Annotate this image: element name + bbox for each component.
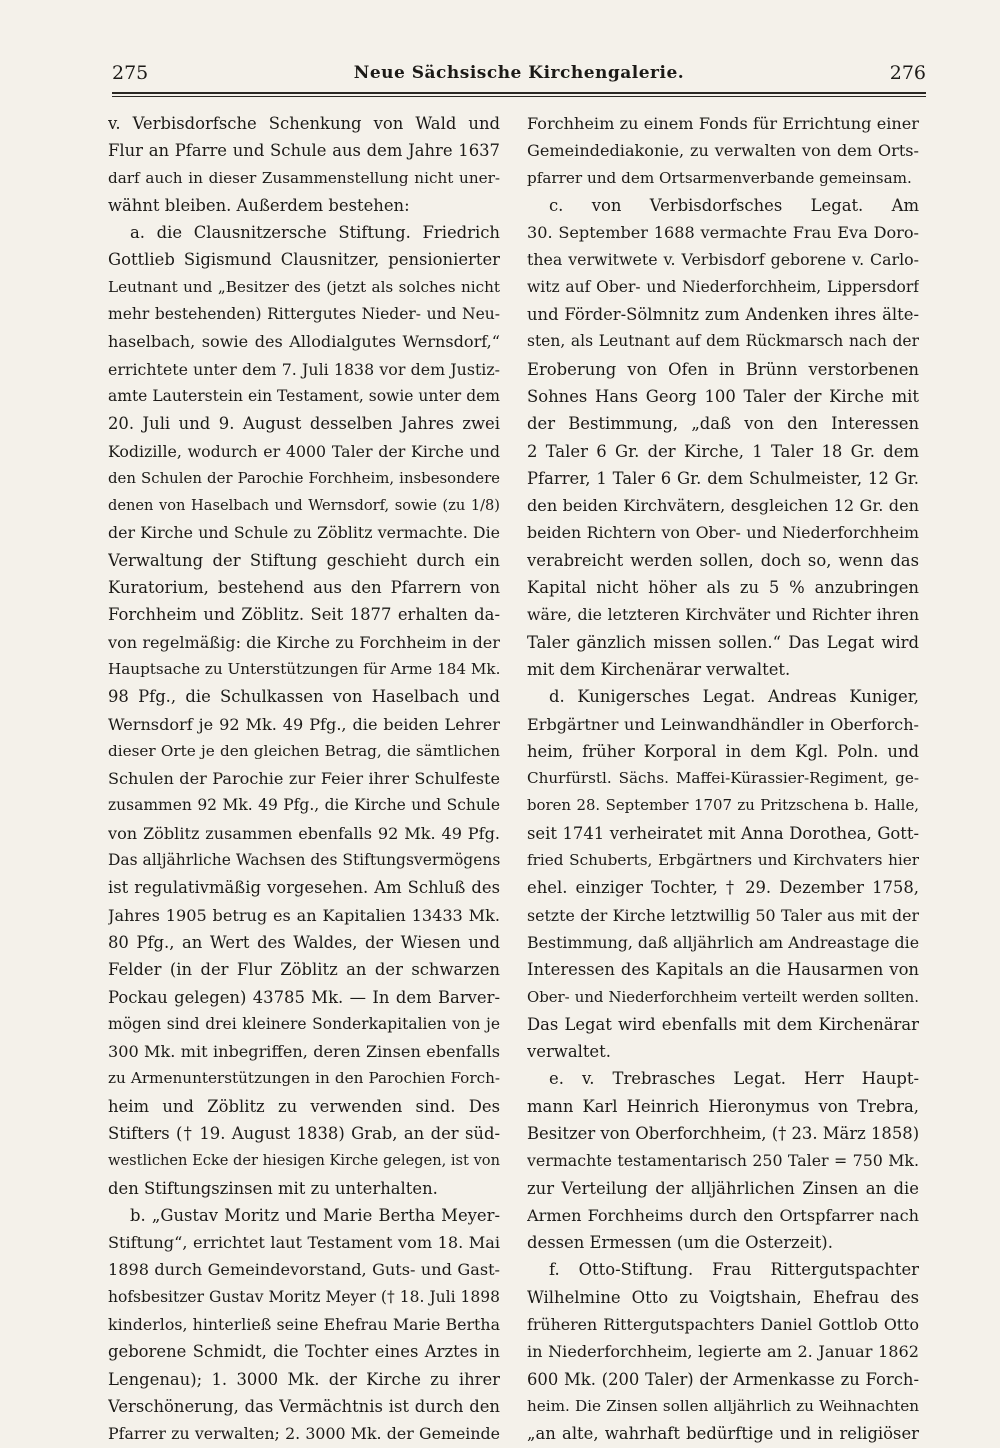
right-column-text-line: Bestimmung, daß alljährlich am Andreastage die bbox=[527, 932, 919, 952]
right-column-text-line: wäre, die letzteren Kirchväter und Richter ihren bbox=[527, 605, 919, 625]
left-column-text-line: 80 Pfg., an Wert des Waldes, der Wiesen und bbox=[108, 932, 500, 952]
right-column-text-line: 600 Mk. (200 Taler) der Armenkasse zu Forch- bbox=[527, 1369, 919, 1389]
right-column-text-line: Wilhelmine Otto zu Voigtshain, Ehefrau des bbox=[527, 1287, 919, 1307]
left-column-text-line: mögen sind drei kleinere Sonderkapitalien von je bbox=[108, 1014, 500, 1033]
left-column-text-line: Flur an Pfarre und Schule aus dem Jahre 1637 bbox=[108, 141, 500, 161]
left-column-text-line: 1898 durch Gemeindevorstand, Guts- und Gast- bbox=[108, 1260, 500, 1280]
left-column-text-line: den Schulen der Parochie Forchheim, insbesondere bbox=[108, 468, 500, 487]
right-column-text-line: Gemeindediakonie, zu verwalten von dem Orts- bbox=[527, 141, 919, 161]
right-column-text-line: und Förder-Sölmnitz zum Andenken ihres älte- bbox=[527, 305, 919, 325]
right-column bbox=[527, 110, 919, 1448]
right-column-text-line: in Niederforchheim, legierte am 2. Januar 1862 bbox=[527, 1342, 919, 1362]
left-column-text-line: Kuratorium, bestehend aus den Pfarrern von bbox=[108, 578, 500, 598]
right-column-text-line: mann Karl Heinrich Hieronymus von Trebra, bbox=[527, 1096, 919, 1116]
left-column-text-line: Verschönerung, das Vermächtnis ist durch den bbox=[108, 1396, 500, 1416]
right-column-text-line: f. Otto-Stiftung. Frau Rittergutspachter bbox=[549, 1260, 919, 1280]
right-column-text-line: Erbgärtner und Leinwandhändler in Oberforch- bbox=[527, 714, 919, 734]
left-column-text-line: ist regulativmäßig vorgesehen. Am Schluß des bbox=[108, 878, 500, 898]
right-column-text-line: sten, als Leutnant auf dem Rückmarsch nach der bbox=[527, 332, 919, 351]
right-column-text-line: fried Schuberts, Erbgärtners und Kirchvaters hier bbox=[527, 851, 919, 870]
left-column-text-line: Stiftung“, errichtet laut Testament vom 18. Mai bbox=[108, 1233, 500, 1253]
right-column-text-line: verabreicht werden sollen, doch so, wenn das bbox=[527, 550, 919, 570]
left-column-text-line: zu Armenunterstützungen in den Parochien Forch- bbox=[108, 1069, 500, 1088]
left-column-text-line: heim und Zöblitz zu verwenden sind. Des bbox=[108, 1096, 500, 1116]
right-column-text-line: Taler gänzlich missen sollen.“ Das Legat wird bbox=[527, 632, 919, 652]
left-column-text-line: Kodizille, wodurch er 4000 Taler der Kirche und bbox=[108, 441, 500, 461]
right-column-text-line: 30. September 1688 vermachte Frau Eva Doro- bbox=[527, 223, 919, 243]
header-rule-thin bbox=[112, 96, 926, 97]
right-column-text-line: verwaltet. bbox=[527, 1042, 611, 1062]
right-column-text-line: ehel. einziger Tochter, † 29. Dezember 1758, bbox=[527, 878, 919, 898]
left-column-text-line: Stifters († 19. August 1838) Grab, an der süd- bbox=[108, 1123, 500, 1143]
left-column-text-line: v. Verbisdorfsche Schenkung von Wald und bbox=[108, 114, 500, 133]
right-column-text-line: dessen Ermessen (um die Osterzeit). bbox=[527, 1233, 833, 1253]
page-number-right: 276 bbox=[889, 62, 926, 84]
left-column-text-line: Jahres 1905 betrug es an Kapitalien 13433 Mk. bbox=[108, 905, 500, 925]
left-column-text-line: dieser Orte je den gleichen Betrag, die sämtlichen bbox=[108, 741, 500, 760]
left-column-text-line: wähnt bleiben. Außerdem bestehen: bbox=[108, 195, 410, 215]
left-column-text-line: 20. Juli und 9. August desselben Jahres zwei bbox=[108, 414, 500, 434]
running-title: Neue Sächsische Kirchengalerie. bbox=[353, 63, 685, 83]
left-column-text-line: von Zöblitz zusammen ebenfalls 92 Mk. 49 Pfg. bbox=[108, 823, 500, 843]
right-column-text-line: Pfarrer, 1 Taler 6 Gr. dem Schulmeister, 12 Gr. bbox=[527, 468, 919, 488]
left-column-text-line: Gottlieb Sigismund Clausnitzer, pensionierter bbox=[108, 250, 500, 270]
right-column-text-line: Interessen des Kapitals an die Hausarmen von bbox=[527, 960, 919, 980]
left-column-text-line: geborene Schmidt, die Tochter eines Arztes in bbox=[108, 1342, 500, 1362]
left-column-text-line: Forchheim und Zöblitz. Seit 1877 erhalten da- bbox=[108, 605, 500, 625]
header-rule bbox=[112, 92, 926, 94]
right-column-text-line: seit 1741 verheiratet mit Anna Dorothea, Gott- bbox=[527, 823, 919, 843]
right-column-text-line: den beiden Kirchvätern, desgleichen 12 Gr. den bbox=[527, 496, 919, 516]
left-column-text-line: Wernsdorf je 92 Mk. 49 Pfg., die beiden Lehrer bbox=[108, 714, 500, 734]
left-column-text-line: a. die Clausnitzersche Stiftung. Friedrich bbox=[130, 223, 500, 243]
right-column-text-line: boren 28. September 1707 zu Pritzschena b. Halle, bbox=[527, 796, 919, 815]
left-column-text-line: Hauptsache zu Unterstützungen für Arme 184 Mk. bbox=[108, 659, 500, 678]
left-column-text-line: Lengenau); 1. 3000 Mk. der Kirche zu ihrer bbox=[108, 1369, 500, 1389]
left-column-text-line: von regelmäßig: die Kirche zu Forchheim in der bbox=[108, 632, 500, 652]
right-column-text-line: früheren Rittergutspachters Daniel Gottlob Otto bbox=[527, 1315, 919, 1335]
left-column bbox=[108, 110, 500, 1448]
left-column-text-line: Das alljährliche Wachsen des Stiftungsvermögens bbox=[108, 851, 500, 870]
left-column-text-line: denen von Haselbach und Wernsdorf, sowie (zu 1/8) bbox=[108, 497, 500, 515]
left-column-text-line: haselbach, sowie des Allodialgutes Wernsdorf,“ bbox=[108, 332, 500, 352]
right-column-text-line: d. Kunigersches Legat. Andreas Kuniger, bbox=[549, 687, 919, 707]
left-column-text-line: hofsbesitzer Gustav Moritz Meyer († 18. Juli 1898 bbox=[108, 1287, 500, 1306]
right-column-text-line: 2 Taler 6 Gr. der Kirche, 1 Taler 18 Gr. dem bbox=[527, 441, 919, 461]
right-column-text-line: Eroberung von Ofen in Brünn verstorbenen bbox=[527, 359, 919, 379]
right-column-text-line: vermachte testamentarisch 250 Taler = 750 Mk. bbox=[527, 1151, 919, 1171]
left-column-text-line: Pfarrer zu verwalten; 2. 3000 Mk. der Gemeinde bbox=[108, 1424, 500, 1444]
left-column-text-line: 300 Mk. mit inbegriffen, deren Zinsen ebenfalls bbox=[108, 1042, 500, 1062]
right-column-text-line: setzte der Kirche letztwillig 50 Taler aus mit der bbox=[527, 905, 919, 925]
left-column-text-line: mehr bestehenden) Rittergutes Nieder- und Neu- bbox=[108, 305, 500, 324]
left-column-text-line: 98 Pfg., die Schulkassen von Haselbach und bbox=[108, 687, 500, 707]
left-column-text-line: amte Lauterstein ein Testament, sowie unter dem bbox=[108, 386, 500, 405]
running-header bbox=[112, 62, 926, 90]
page-number-left: 275 bbox=[112, 62, 149, 84]
left-column-text-line: Verwaltung der Stiftung geschieht durch ein bbox=[108, 550, 500, 570]
right-column-text-line: Sohnes Hans Georg 100 Taler der Kirche mit bbox=[527, 386, 919, 406]
right-column-text-line: e. v. Trebrasches Legat. Herr Haupt- bbox=[549, 1069, 919, 1089]
left-column-text-line: b. „Gustav Moritz und Marie Bertha Meyer- bbox=[130, 1205, 500, 1225]
right-column-text-line: beiden Richtern von Ober- und Niederforchheim bbox=[527, 523, 919, 543]
left-column-text-line: der Kirche und Schule zu Zöblitz vermachte. Die bbox=[108, 523, 500, 543]
right-column-text-line: Ober- und Niederforchheim verteilt werden sollten. bbox=[527, 987, 919, 1006]
left-column-text-line: Schulen der Parochie zur Feier ihrer Schulfeste bbox=[108, 769, 500, 789]
right-column-text-line: heim, früher Korporal in dem Kgl. Poln. und bbox=[527, 741, 919, 761]
right-column-text-line: „an alte, wahrhaft bedürftige und in religiöser bbox=[527, 1424, 919, 1444]
right-column-text-line: witz auf Ober- und Niederforchheim, Lippersdorf bbox=[527, 277, 919, 296]
left-column-text-line: Pockau gelegen) 43785 Mk. — In dem Barver- bbox=[108, 987, 500, 1007]
right-column-text-line: c. von Verbisdorfsches Legat. Am bbox=[549, 195, 919, 215]
right-column-text-line: Besitzer von Oberforchheim, († 23. März 1858) bbox=[527, 1123, 919, 1143]
left-column-text-line: errichtete unter dem 7. Juli 1838 vor dem Justiz- bbox=[108, 359, 500, 379]
right-column-text-line: mit dem Kirchenärar verwaltet. bbox=[527, 659, 791, 679]
right-column-text-line: thea verwitwete v. Verbisdorf geborene v. Carlo- bbox=[527, 250, 919, 270]
right-column-text-line: Kapital nicht höher als zu 5 % anzubringen bbox=[527, 578, 919, 598]
right-column-text-line: der Bestimmung, „daß von den Interessen bbox=[527, 414, 919, 434]
right-column-text-line: Das Legat wird ebenfalls mit dem Kirchenärar bbox=[527, 1014, 919, 1034]
right-column-text-line: zur Verteilung der alljährlichen Zinsen an die bbox=[527, 1178, 919, 1198]
left-column-text-line: kinderlos, hinterließ seine Ehefrau Marie Bertha bbox=[108, 1315, 500, 1335]
right-column-text-line: Armen Forchheims durch den Ortspfarrer nach bbox=[527, 1205, 919, 1225]
left-column-text-line: den Stiftungszinsen mit zu unterhalten. bbox=[108, 1178, 438, 1198]
left-column-text-line: zusammen 92 Mk. 49 Pfg., die Kirche und Schule bbox=[108, 796, 500, 815]
left-column-text-line: Felder (in der Flur Zöblitz an der schwarzen bbox=[108, 960, 500, 980]
right-column-text-line: pfarrer und dem Ortsarmenverbande gemeinsam. bbox=[527, 168, 912, 187]
right-column-text-line: Churfürstl. Sächs. Maffei-Kürassier-Regiment, ge- bbox=[527, 769, 919, 788]
left-column-text-line: Leutnant und „Besitzer des (jetzt als solches nicht bbox=[108, 277, 500, 296]
left-column-text-line: darf auch in dieser Zusammenstellung nicht uner- bbox=[108, 168, 500, 187]
right-column-text-line: Forchheim zu einem Fonds für Errichtung einer bbox=[527, 114, 919, 133]
right-column-text-line: heim. Die Zinsen sollen alljährlich zu Weihnachten bbox=[527, 1396, 919, 1415]
left-column-text-line: westlichen Ecke der hiesigen Kirche gelegen, ist von bbox=[108, 1152, 500, 1170]
